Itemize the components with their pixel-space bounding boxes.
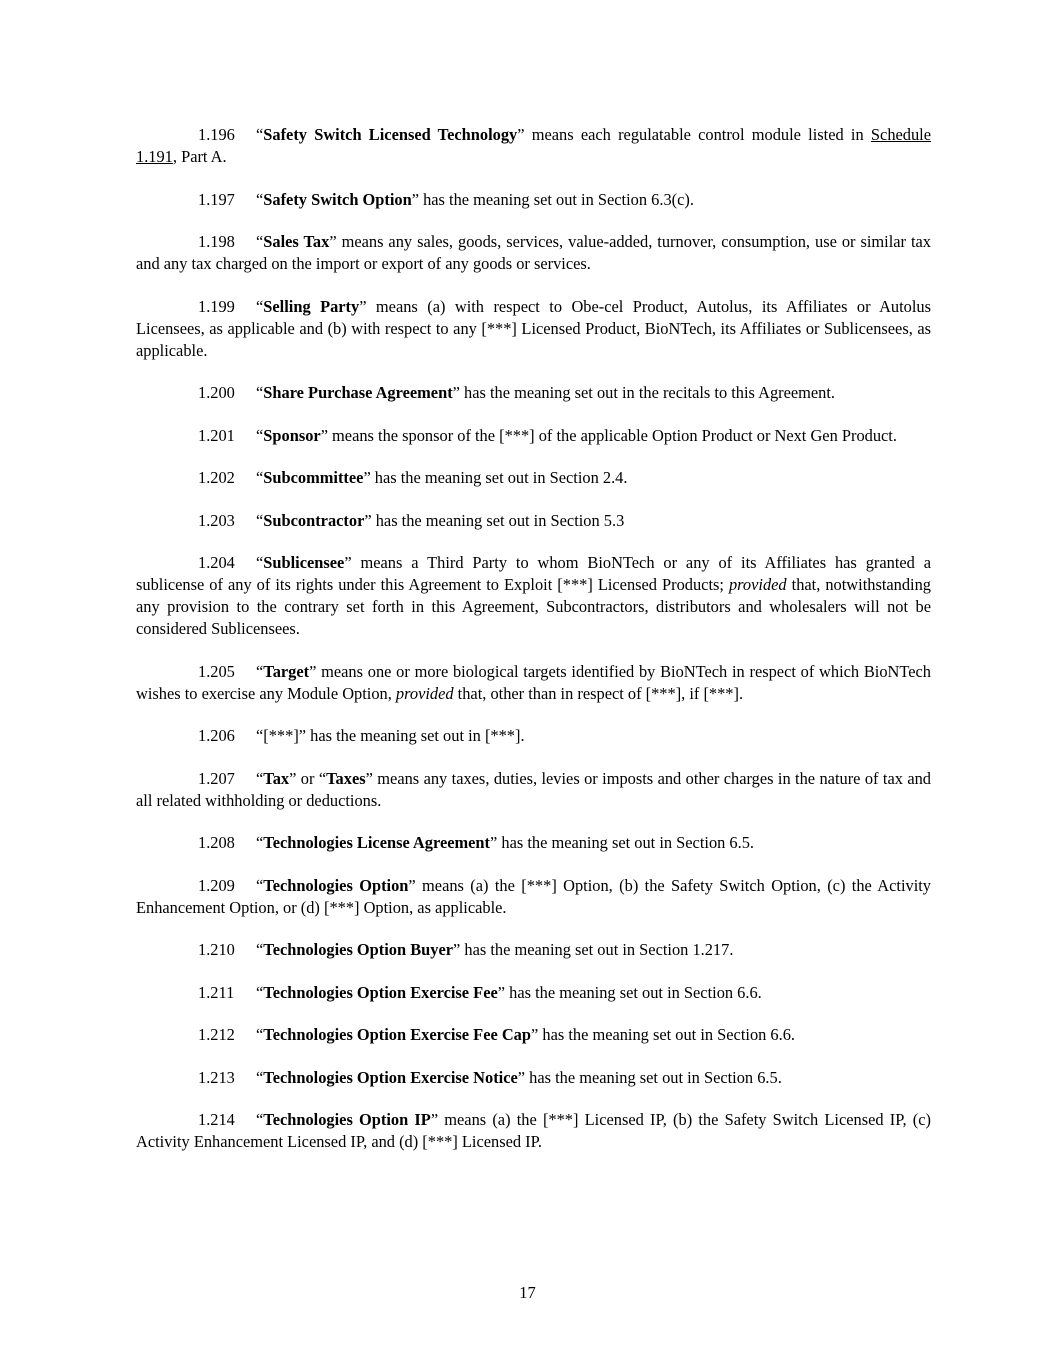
definition-text: ” has the meaning set out in Section 6.3(c). xyxy=(411,189,694,209)
definition-text: “ xyxy=(256,833,264,852)
definition-text: ” means (a) the [***] Option, (b) the Safety Switch Option, (c) the Activity Enhancement Option, or (d) [***] Option, as applicable. xyxy=(136,875,931,917)
defined-term: Safety Switch Licensed Technology xyxy=(263,125,518,144)
emphasis-text: provided xyxy=(395,683,454,703)
definition-paragraph xyxy=(136,725,931,747)
defined-term: Safety Switch Option xyxy=(263,189,412,209)
definition-paragraph xyxy=(136,768,931,812)
page-number: 17 xyxy=(519,1283,536,1302)
definition-text: ” has the meaning set out in Section 6.5. xyxy=(490,833,755,852)
definition-text: “[***]” has the meaning set out in [***]. xyxy=(256,726,525,745)
defined-term: Selling Party xyxy=(263,296,360,316)
defined-term: Sales Tax xyxy=(263,232,330,251)
defined-term: Sponsor xyxy=(263,425,321,445)
definition-number: 1.203 xyxy=(198,510,235,530)
definition-text: ” has the meaning set out in Section 6.6. xyxy=(531,1025,796,1044)
definition-text: ” means one or more biological targets identified by BioNTech in respect of which BioNTech wishes to exercise any Module Option, xyxy=(136,661,931,703)
definition-text: “ xyxy=(256,125,264,144)
definition-text: “ xyxy=(256,940,264,959)
definition-paragraph xyxy=(136,189,931,211)
definition-text: ” means (a) with respect to Obe-cel Product, Autolus, its Affiliates or Autolus Licensees, as applicable and (b) with respect to any [***] Licensed Product, BioNTech, its Affiliates or Sublicensees, as applicable. xyxy=(136,296,931,360)
definition-text: ” has the meaning set out in Section 6.6. xyxy=(497,982,762,1002)
definition-text: “ xyxy=(256,189,264,209)
defined-term: Taxes xyxy=(326,768,366,788)
definition-number: 1.210 xyxy=(198,940,235,959)
definition-number: 1.197 xyxy=(198,189,235,209)
definition-number: 1.201 xyxy=(198,425,235,445)
definition-text: “ xyxy=(256,383,264,402)
definition-text: “ xyxy=(256,1110,264,1129)
definition-text: ” means a Third Party to whom BioNTech or any of its Affiliates has granted a sublicense of any of its rights under this Agreement to Exploit [***] Licensed Products; xyxy=(136,553,931,594)
definition-text: ” has the meaning set out in Section 1.217. xyxy=(453,940,734,959)
definition-text: ” has the meaning set out in Section 2.4. xyxy=(363,468,628,487)
definition-paragraph xyxy=(136,1024,931,1046)
definition-paragraph xyxy=(136,939,931,961)
definition-text: “ xyxy=(256,553,264,572)
defined-term: Sublicensee xyxy=(263,553,345,572)
definition-text: “ xyxy=(256,425,264,445)
defined-term: Technologies Option Buyer xyxy=(263,940,454,959)
definition-text: ” has the meaning set out in Section 5.3 xyxy=(364,510,625,530)
definition-paragraph xyxy=(136,552,931,640)
definition-text: “ xyxy=(256,661,264,681)
definition-number: 1.205 xyxy=(198,661,235,681)
defined-term: Technologies Option xyxy=(263,875,409,895)
definition-paragraph xyxy=(136,467,931,489)
definition-paragraph xyxy=(136,1067,931,1089)
definition-paragraph xyxy=(136,296,931,362)
definition-text: “ xyxy=(256,982,264,1002)
definition-number: 1.214 xyxy=(198,1110,235,1129)
definition-text: ” means (a) the [***] Licensed IP, (b) the Safety Switch Licensed IP, (c) Activity Enhancement Licensed IP, and (d) [***] Licensed IP. xyxy=(136,1110,931,1151)
definition-text: that, notwithstanding any provision to the contrary set forth in this Agreement, Subcontractors, distributors and wholesalers will not be considered Sublicensees. xyxy=(136,575,931,638)
definition-text: “ xyxy=(256,510,264,530)
definition-number: 1.208 xyxy=(198,833,235,852)
definition-paragraph xyxy=(136,425,931,447)
defined-term: Subcontractor xyxy=(263,510,365,530)
definition-paragraph xyxy=(136,510,931,532)
definition-paragraph xyxy=(136,661,931,705)
definition-number: 1.211 xyxy=(198,982,235,1002)
definition-number: 1.198 xyxy=(198,232,235,251)
definition-text: ” means each regulatable control module listed in xyxy=(517,125,871,144)
defined-term: Subcommittee xyxy=(263,468,364,487)
definition-text: “ xyxy=(256,1025,264,1044)
document-body xyxy=(136,124,931,1174)
definition-text: ” means any sales, goods, services, value-added, turnover, consumption, use or similar tax and any tax charged on the import or export of any goods or services. xyxy=(136,232,931,273)
definition-number: 1.206 xyxy=(198,726,235,745)
cross-reference: Schedule 1.191 xyxy=(136,125,932,166)
definition-text: ” has the meaning set out in the recitals to this Agreement. xyxy=(452,383,836,402)
definition-number: 1.204 xyxy=(198,553,235,572)
emphasis-text: provided xyxy=(728,575,787,594)
defined-term: Technologies Option Exercise Fee xyxy=(263,982,498,1002)
definition-text: ” or “ xyxy=(289,768,327,788)
defined-term: Tax xyxy=(263,768,290,788)
definition-text: “ xyxy=(256,768,264,788)
defined-term: Technologies License Agreement xyxy=(263,833,490,852)
defined-term: Technologies Option Exercise Notice xyxy=(263,1067,518,1087)
definition-number: 1.207 xyxy=(198,768,235,788)
definition-paragraph xyxy=(136,982,931,1004)
definition-paragraph xyxy=(136,231,931,275)
defined-term: Technologies Option IP xyxy=(263,1110,431,1129)
definition-paragraph xyxy=(136,1109,931,1153)
definition-text: ” means any taxes, duties, levies or imposts and other charges in the nature of tax and all related withholding or deductions. xyxy=(136,768,931,810)
defined-term: Share Purchase Agreement xyxy=(263,383,453,402)
definition-text: that, other than in respect of [***], if [***]. xyxy=(453,683,744,703)
defined-term: Technologies Option Exercise Fee Cap xyxy=(263,1025,531,1044)
definition-text: ” means the sponsor of the [***] of the applicable Option Product or Next Gen Product. xyxy=(320,425,897,445)
definition-number: 1.213 xyxy=(198,1067,235,1087)
definition-paragraph xyxy=(136,832,931,854)
definition-number: 1.200 xyxy=(198,383,235,402)
definition-text: “ xyxy=(256,296,264,316)
definition-paragraph xyxy=(136,124,931,168)
definition-number: 1.212 xyxy=(198,1025,235,1044)
defined-term: Target xyxy=(263,661,310,681)
definition-number: 1.209 xyxy=(198,875,235,895)
definition-text: “ xyxy=(256,875,264,895)
definition-number: 1.196 xyxy=(198,125,235,144)
definition-text: , Part A. xyxy=(172,147,227,166)
definition-paragraph xyxy=(136,382,931,404)
definition-text: “ xyxy=(256,468,264,487)
definition-paragraph xyxy=(136,875,931,919)
definition-number: 1.199 xyxy=(198,296,235,316)
definition-text: “ xyxy=(256,1067,264,1087)
definition-text: “ xyxy=(256,232,264,251)
definition-number: 1.202 xyxy=(198,468,235,487)
definition-text: ” has the meaning set out in Section 6.5. xyxy=(517,1067,782,1087)
